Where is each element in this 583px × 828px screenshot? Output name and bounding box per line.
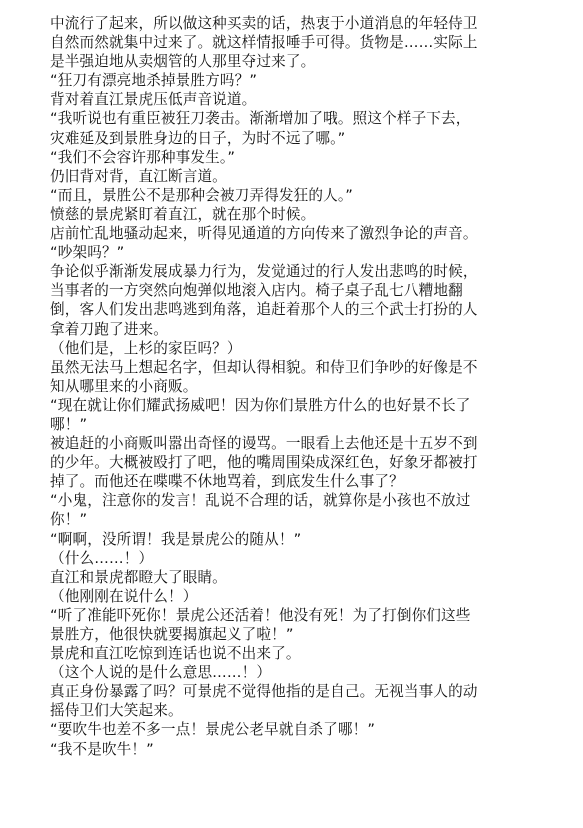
text-line: 哪！” bbox=[50, 415, 88, 433]
text-line: 摇侍卫们大笑起来。 bbox=[50, 702, 183, 720]
text-line: 的少年。大概被殴打了吧，他的嘴周围染成深红色，好象牙都被打 bbox=[50, 454, 478, 472]
text-line: “我听说也有重臣被狂刀袭击。渐渐增加了哦。照这个样子下去， bbox=[50, 110, 471, 128]
text-line: 店前忙乱地骚动起来，听得见通道的方向传来了激烈争论的声音。 bbox=[50, 225, 478, 243]
text-line: “而且，景胜公不是那种会被刀弄得发狂的人。” bbox=[50, 186, 353, 204]
text-line: 背对着直江景虎压低声音说道。 bbox=[50, 91, 257, 109]
text-line: （什么……！） bbox=[50, 549, 154, 567]
text-line: 倒，客人们发出悲鸣逃到角落，追赶着那个人的三个武士打扮的人 bbox=[50, 301, 478, 319]
text-line: 被追赶的小商贩叫嚣出奇怪的谩骂。一眼看上去他还是十五岁不到 bbox=[50, 435, 478, 453]
text-line: 直江和景虎都瞪大了眼睛。 bbox=[50, 568, 227, 586]
text-line: 当事者的一方突然向炮弹似地滚入店内。椅子桌子乱七八糟地翻 bbox=[50, 282, 463, 300]
text-line: “听了准能吓死你！景虎公还活着！他没有死！为了打倒你们这些 bbox=[50, 606, 471, 624]
text-line: 拿着刀跑了进来。 bbox=[50, 320, 168, 338]
text-line: “我们不会容许那种事发生。” bbox=[50, 148, 236, 166]
text-line: 你！” bbox=[50, 511, 88, 529]
text-line: 是半强迫地从卖烟管的人那里夺过来了。 bbox=[50, 53, 316, 71]
text-line: 真正身份暴露了吗？可景虎不觉得他指的是自己。无视当事人的动 bbox=[50, 683, 478, 701]
text-line: 灾难延及到景胜身边的日子，为时不远了哪。” bbox=[50, 129, 346, 147]
text-line: （他刚刚在说什么！） bbox=[50, 587, 198, 605]
text-line: 景胜方，他很快就要揭旗起义了啦！” bbox=[50, 626, 294, 643]
document-page bbox=[50, 14, 558, 759]
text-line: “现在就让你们耀武扬威吧！因为你们景胜方什么的也好景不长了 bbox=[50, 396, 471, 414]
text-line: 掉了。而他还在喋喋不休地骂着，到底发生什么事了？ bbox=[50, 473, 404, 491]
text-line: 知从哪里来的小商贩。 bbox=[50, 377, 198, 395]
text-line: 争论似乎渐渐发展成暴力行为，发觉通过的行人发出悲鸣的时候， bbox=[50, 263, 478, 281]
text-line: “吵架吗？” bbox=[50, 244, 125, 262]
text-line: 虽然无法马上想起名字，但却认得相貌。和侍卫们争吵的好像是不 bbox=[50, 358, 478, 376]
text-line: （他们是，上杉的家臣吗？） bbox=[50, 339, 242, 357]
text-line: 景虎和直江吃惊到连话也说不出来了。 bbox=[50, 645, 301, 663]
text-line: 愤慈的景虎紧盯着直江，就在那个时候。 bbox=[50, 205, 316, 223]
text-line: “狂刀有漂亮地杀掉景胜方吗？” bbox=[50, 72, 258, 90]
text-line: 中流行了起来，所以做这种买卖的话，热衷于小道消息的年轻侍卫 bbox=[50, 15, 478, 32]
text-line: （这个人说的是什么意思……！） bbox=[50, 664, 272, 682]
text-line: 自然而然就集中过来了。就这样情报唾手可得。货物是……实际上 bbox=[50, 34, 478, 52]
text-line: “啊啊，没所谓！我是景虎公的随从！” bbox=[50, 530, 302, 548]
text-line: “我不是吹牛！” bbox=[50, 740, 154, 758]
text-line: “小鬼，注意你的发言！乱说不合理的话，就算你是小孩也不放过 bbox=[50, 492, 471, 510]
text-line: “要吹牛也差不多一点！景虎公老早就自杀了哪！” bbox=[50, 721, 376, 739]
text-line: 仍旧背对背，直江断言道。 bbox=[50, 167, 227, 185]
